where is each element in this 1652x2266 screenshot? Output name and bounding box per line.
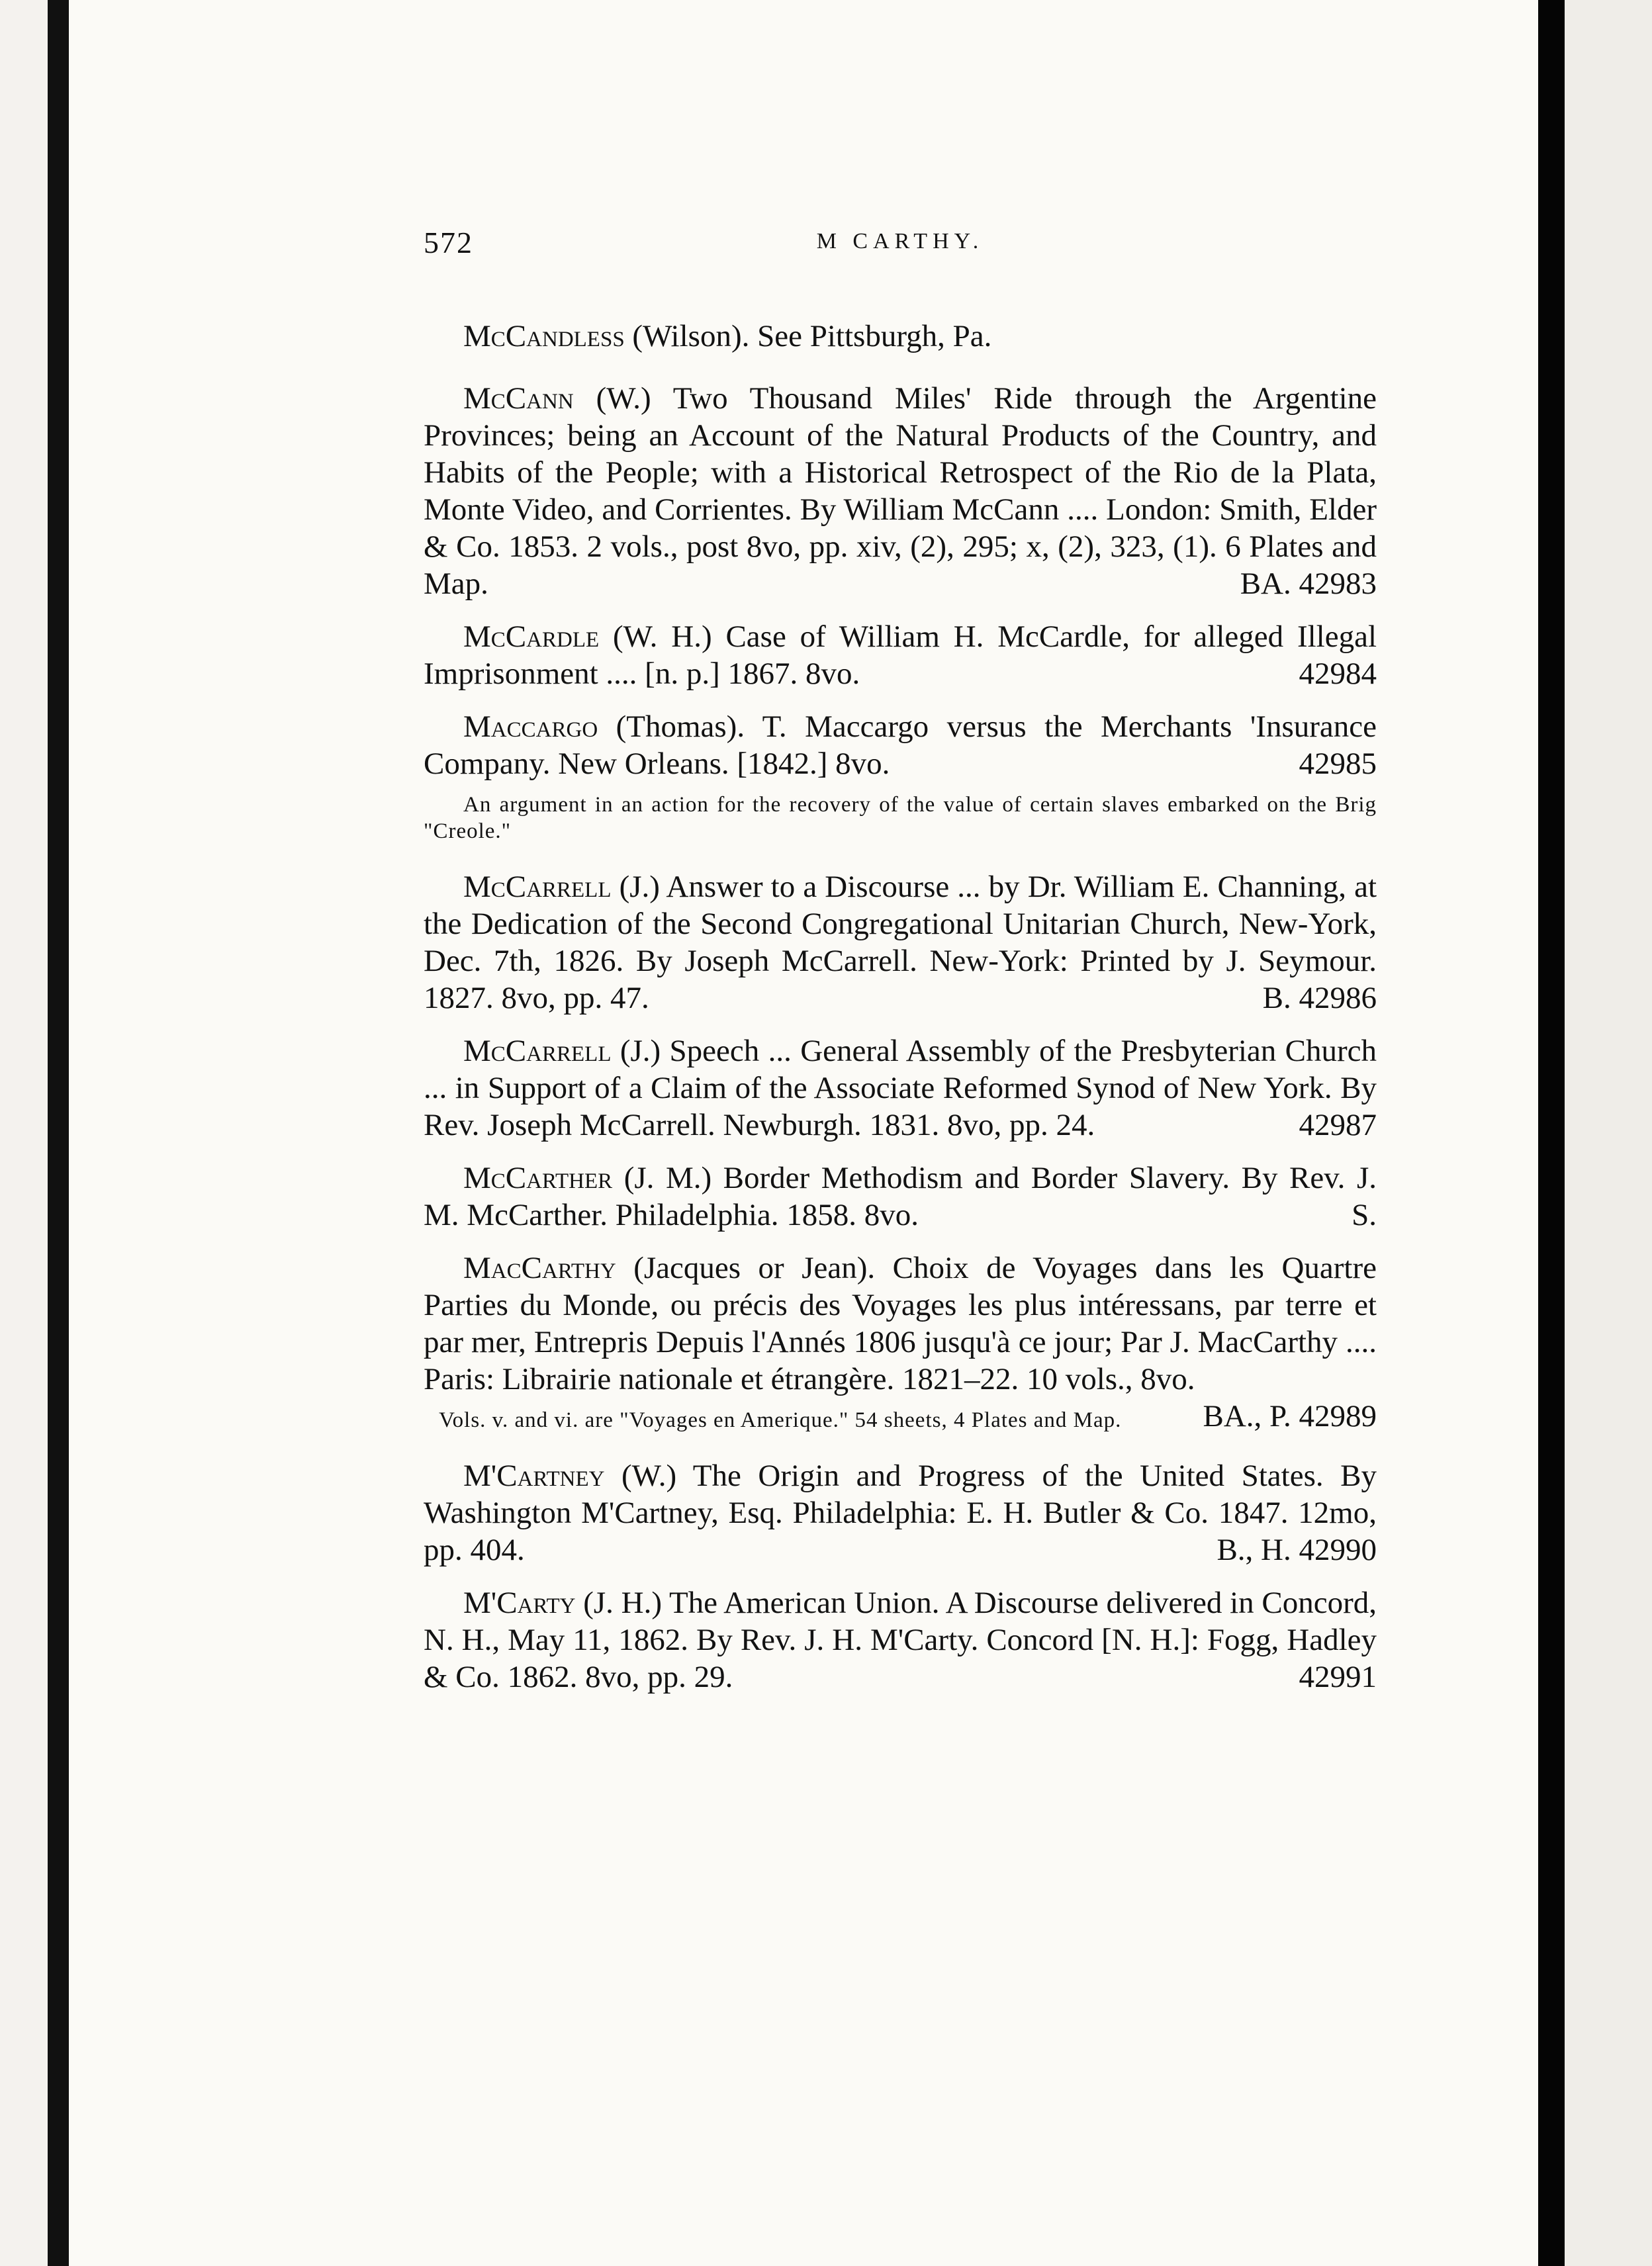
entry-number: 42985 — [1299, 747, 1377, 781]
entry-body: (Wilson). See Pittsburgh, Pa. — [632, 319, 992, 353]
entry-number: BA., P. 42989 — [1203, 1399, 1377, 1433]
entry-number: S. — [1352, 1198, 1377, 1232]
entry-mccarrell-answer — [424, 868, 1377, 1017]
entry-number: 42991 — [1299, 1660, 1377, 1694]
entry-body: (W.) Two Thousand Miles' Ride through the Argentine Provinces; being an Account of the Natural Products of the Country, and Habits of the People; with a Historical Retrospect of the Rio de la Plata, Monte Video, and Corrientes. By William McCann .... London: Smith, Elder & Co. 1853. 2 vols., post 8vo, pp. xiv, (2), 295; x, (2), 323, (1). 6 Plates and Map. — [424, 381, 1377, 601]
right-gutter — [1538, 0, 1565, 2266]
entry-body: (J. H.) The American Union. A Discourse delivered in Concord, N. H., May 11, 1862. By Rev. J. H. M'Carty. Concord [N. H.]: Fogg, Hadley & Co. 1862. 8vo, pp. 29. — [424, 1586, 1377, 1694]
entry-body: (Thomas). T. Maccargo versus the Merchants 'Insurance Company. New Orleans. [1842.] 8vo. — [424, 709, 1377, 781]
previous-page-edge — [0, 0, 48, 2266]
entry-heading: McCarther — [463, 1161, 613, 1195]
entry-body: (W.) The Origin and Progress of the United States. By Washington M'Cartney, Esq. Philadelphia: E. H. Butler & Co. 1847. 12mo, pp. 404. — [424, 1459, 1377, 1567]
entry-maccargo — [424, 708, 1377, 782]
entry-body: (J.) Answer to a Discourse ... by Dr. William E. Channing, at the Dedication of the Second Congregational Unitarian Church, New-York, Dec. 7th, 1826. By Joseph McCarrell. New-York: Printed by J. Seymour. 1827. 8vo, pp. 47. — [424, 870, 1377, 1015]
entry-heading: M'Cartney — [463, 1459, 605, 1493]
entry-body: (Jacques or Jean). Choix de Voyages dans les Quartre Parties du Monde, ou précis des Voyages les plus intéressans, par terre et par mer, Entrepris Depuis l'Annés 1806 jusqu'à ce jour; Par J. MacCarthy .... Paris: Librairie nationale et étrangère. 1821–22. 10 vols., 8vo. — [424, 1251, 1377, 1396]
running-head — [424, 225, 1377, 278]
entry-mcartney — [424, 1457, 1377, 1568]
entry-mccarrell-speech — [424, 1032, 1377, 1144]
entry-number: B. 42986 — [1262, 981, 1377, 1015]
entry-heading: McCann — [463, 381, 574, 416]
entry-heading: MacCarthy — [463, 1251, 616, 1285]
entry-heading: McCarrell — [463, 870, 612, 904]
entry-number: B., H. 42990 — [1216, 1533, 1377, 1567]
entry-body: (J.) Speech ... General Assembly of the Presbyterian Church ... in Support of a Claim of the Associate Reformed Synod of New York. By Rev. Joseph McCarrell. Newburgh. 1831. 8vo, pp. 24. — [424, 1034, 1377, 1142]
running-title: M CARTHY. — [816, 229, 984, 253]
entry-body: (W. H.) Case of William H. McCardle, for alleged Illegal Imprisonment .... [n. p.] 1867. 8vo. — [424, 619, 1377, 691]
entry-heading: McCardle — [463, 619, 600, 654]
page-number: 572 — [424, 226, 473, 259]
entry-note: Vols. v. and vi. are "Voyages en Amerique." 54 sheets, 4 Plates and Map. — [439, 1408, 1122, 1432]
entry-heading: McCandless — [463, 319, 625, 353]
page-text — [424, 225, 1377, 1711]
entry-note: An argument in an action for the recovery of the value of certain slaves embarked on the Brig "Creole." — [424, 793, 1377, 843]
entry-mccardle — [424, 618, 1377, 692]
entry-mccandless — [424, 318, 1377, 355]
entry-heading: M'Carty — [463, 1586, 576, 1620]
entry-number: 42987 — [1299, 1108, 1377, 1142]
entry-number: BA. 42983 — [1240, 566, 1377, 601]
entry-mcarty — [424, 1584, 1377, 1696]
entry-heading: Maccargo — [463, 709, 598, 744]
left-gutter — [48, 0, 69, 2266]
entry-number: 42984 — [1299, 657, 1377, 691]
entry-mccarther — [424, 1159, 1377, 1234]
next-page-edge — [1565, 0, 1652, 2266]
entry-mccann — [424, 380, 1377, 602]
entry-body: (J. M.) Border Methodism and Border Slavery. By Rev. J. M. McCarther. Philadelphia. 1858. 8vo. — [424, 1161, 1377, 1232]
entry-heading: McCarrell — [463, 1034, 612, 1068]
